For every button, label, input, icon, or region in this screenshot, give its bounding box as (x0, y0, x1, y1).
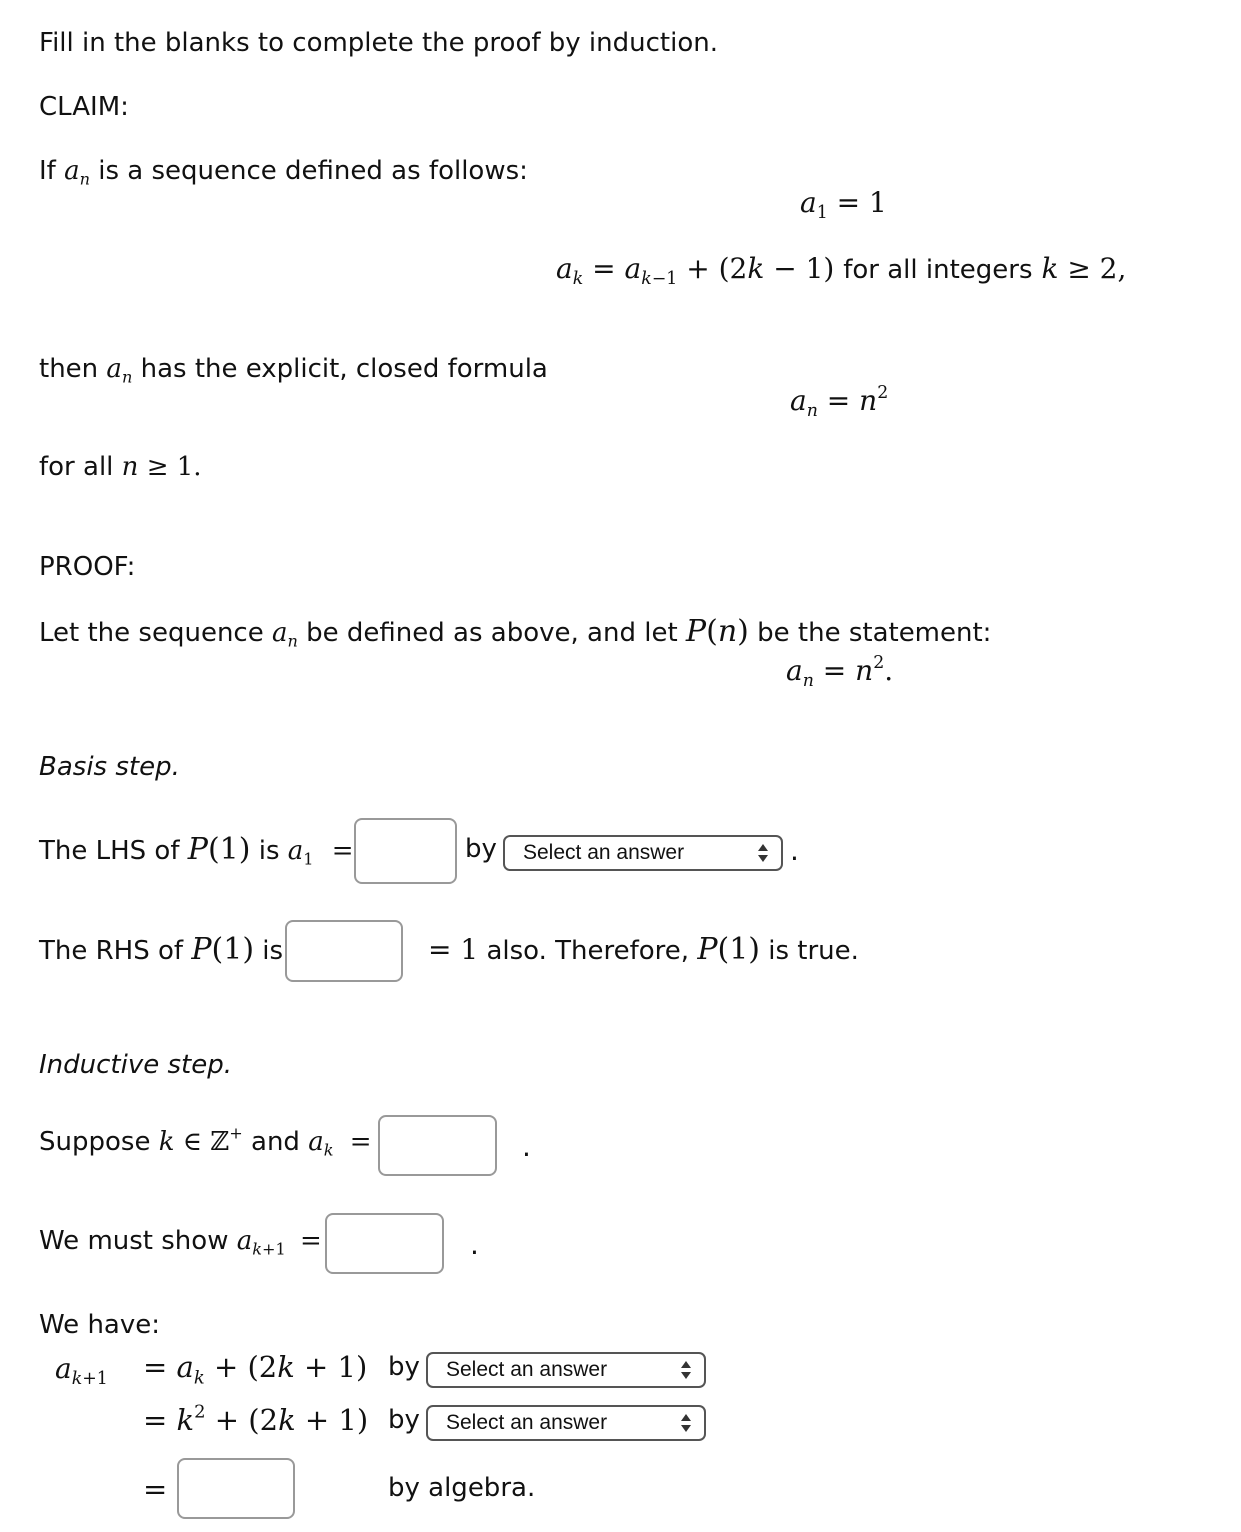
step1-reason-select[interactable] (426, 1352, 706, 1388)
claim-heading: CLAIM: (39, 92, 129, 122)
lhs-line: The LHS of P(1) is $a_1$ = (39, 832, 354, 869)
period: . (522, 1130, 531, 1163)
instruction-text: Fill in the blanks to complete the proof by induction. (39, 28, 718, 58)
period: . (790, 834, 799, 867)
must-show-line: We must show $a_{k+1}$ = (39, 1226, 322, 1259)
basis-rhs-input[interactable] (285, 920, 403, 982)
claim-if: If (39, 156, 56, 186)
claim-intro: is a sequence defined as follows: (98, 156, 528, 186)
def-recurrence: $a_k = a_{k-1} + (2k - 1)$ for all integers k ≥ 2, (556, 252, 1127, 290)
step1-reason-select-label: Select an answer (446, 1358, 608, 1381)
basis-reason-select-label: Select an answer (523, 841, 685, 864)
then-line: then $a_n$ has the explicit, closed formula (39, 354, 548, 387)
hypothesis-input[interactable] (378, 1115, 497, 1176)
by-word: by (465, 834, 497, 864)
by-word: by (388, 1352, 420, 1382)
basis-heading: Basis step. (39, 752, 180, 782)
select-arrows-icon (680, 1411, 692, 1435)
def-a1: $a_1 = 1$ (800, 186, 887, 224)
step1-expression: = $a_k + (2k + 1)$ (143, 1350, 368, 1389)
rhs-tail: = 1 also. Therefore, P(1) is true. (428, 932, 859, 967)
for-all-line: for all n ≥ 1. (39, 452, 202, 482)
rhs-line: The RHS of P(1) is (39, 932, 284, 967)
lhs-a-k-plus-1: $a_{k+1}$ (55, 1352, 108, 1390)
select-arrows-icon (757, 841, 769, 865)
suppose-line: Suppose k ∈ ℤ+ and $a_k$ = (39, 1123, 372, 1160)
inductive-heading: Inductive step. (39, 1050, 232, 1080)
step2-reason-select[interactable] (426, 1405, 706, 1441)
step3-equals: = (143, 1472, 168, 1506)
closed-formula: $a_n = n^2$ (790, 382, 889, 422)
basis-lhs-input[interactable] (354, 818, 457, 884)
proof-intro: Let the sequence $a_n$ be defined as above, and let P(n) be the statement: (39, 614, 992, 651)
by-algebra: by algebra. (388, 1473, 536, 1503)
basis-reason-select[interactable] (503, 835, 783, 871)
by-word: by (388, 1405, 420, 1435)
step2-reason-select-label: Select an answer (446, 1411, 608, 1434)
select-arrows-icon (680, 1358, 692, 1382)
result-input[interactable] (177, 1458, 295, 1519)
statement-formula: $a_n = n^2$. (786, 652, 894, 692)
we-have: We have: (39, 1310, 160, 1340)
goal-input[interactable] (325, 1213, 444, 1274)
step2-expression: = $k^2 + (2k + 1)$ (143, 1401, 369, 1437)
claim-intro-line (39, 156, 528, 189)
math-a-n: $a_n$ (64, 156, 90, 189)
period: . (470, 1228, 479, 1261)
proof-heading: PROOF: (39, 552, 136, 582)
